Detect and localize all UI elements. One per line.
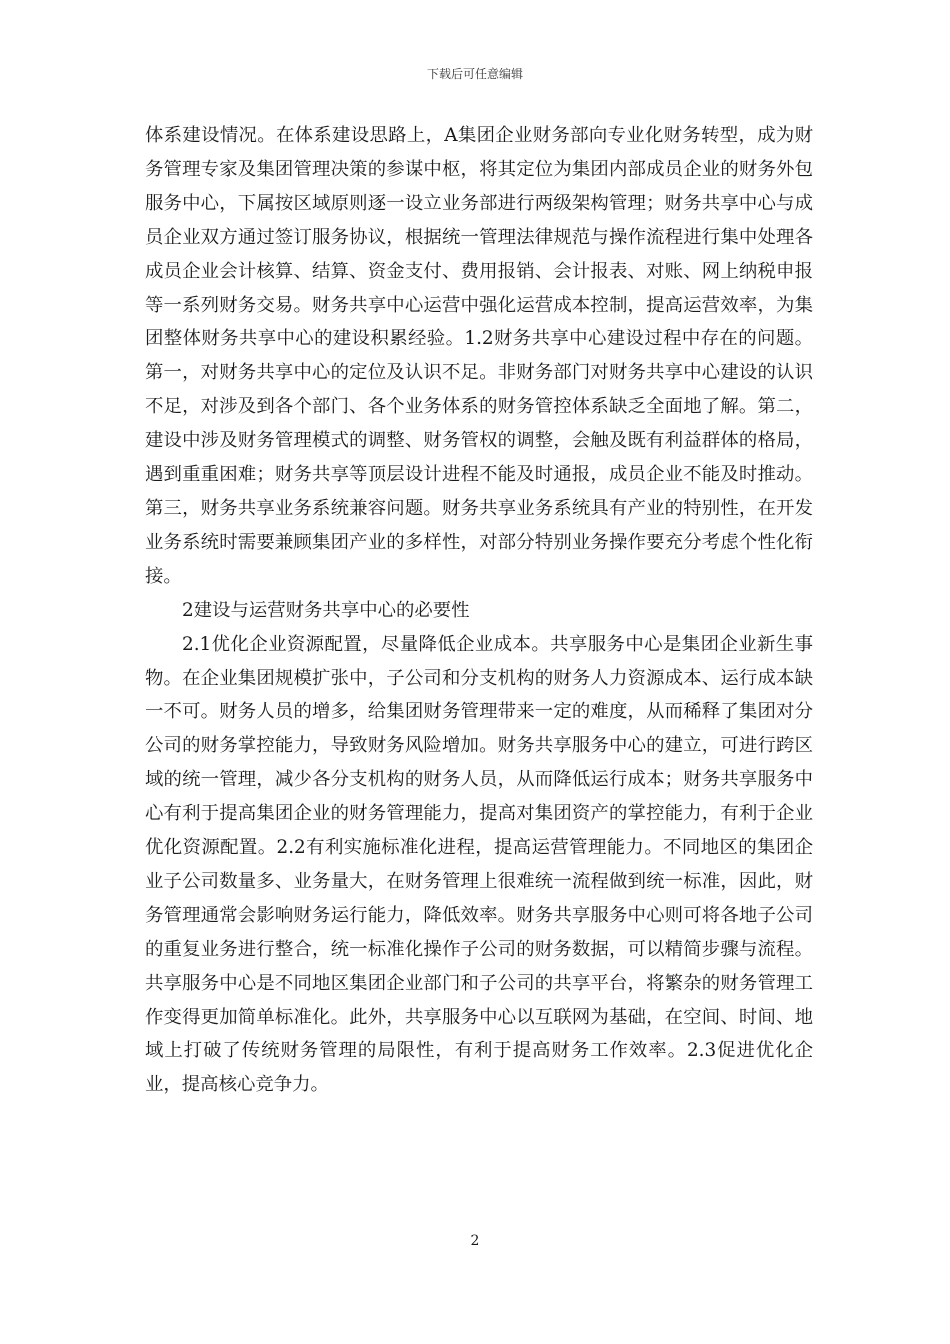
document-body [145,119,813,1102]
page-number: 2 [470,1233,480,1249]
body-paragraph: 2.1优化企业资源配置，尽量降低企业成本。共享服务中心是集团企业新生事物。在企业集团规模扩张中，子公司和分支机构的财务人力资源成本、运行成本缺一不可。财务人员的增多，给集团财务管理带来一定的难度，从而稀释了集团对分公司的财务掌控能力，导致财务风险增加。财务共享服务中心的建立，可进行跨区域的统一管理，减少各分支机构的财务人员，从而降低运行成本；财务共享服务中心有利于提高集团企业的财务管理能力，提高对集团资产的掌控能力，有利于企业优化资源配置。2.2有利实施标准化进程，提高运营管理能力。不同地区的集团企业子公司数量多、业务量大，在财务管理上很难统一流程做到统一标准，因此，财务管理通常会影响财务运行能力，降低效率。财务共享服务中心则可将各地子公司的重复业务进行整合，统一标准化操作子公司的财务数据，可以精简步骤与流程。共享服务中心是不同地区集团企业部门和子公司的共享平台，将繁杂的财务管理工作变得更加简单标准化。此外，共享服务中心以互联网为基础，在空间、时间、地域上打破了传统财务管理的局限性，有利于提高财务工作效率。2.3促进优化企业，提高核心竞争力。 [145,633,813,1096]
body-paragraph: 体系建设情况。在体系建设思路上，A集团企业财务部向专业化财务转型，成为财务管理专家及集团管理决策的参谋中枢，将其定位为集团内部成员企业的财务外包服务中心，下属按区域原则逐一设立业务部进行两级架构管理；财务共享中心与成员企业双方通过签订服务协议，根据统一管理法律规范与操作流程进行集中处理各成员企业会计核算、结算、资金支付、费用报销、会计报表、对账、网上纳税申报等一系列财务交易。财务共享中心运营中强化运营成本控制，提高运营效率，为集团整体财务共享中心的建设积累经验。1.2财务共享中心建设过程中存在的问题。第一，对财务共享中心的定位及认识不足。非财务部门对财务共享中心建设的认识不足，对涉及到各个部门、各个业务体系的财务管控体系缺乏全面地了解。第二，建设中涉及财务管理模式的调整、财务管权的调整，会触及既有利益群体的格局，遇到重重困难；财务共享等顶层设计进程不能及时通报，成员企业不能及时推动。第三，财务共享业务系统兼容问题。财务共享业务系统具有产业的特别性，在开发业务系统时需要兼顾集团产业的多样性，对部分特别业务操作要充分考虑个性化衔接。 [145,125,813,587]
page-header: 下载后可任意编辑 [426,67,523,81]
section-heading: 2建设与运营财务共享中心的必要性 [182,599,470,621]
